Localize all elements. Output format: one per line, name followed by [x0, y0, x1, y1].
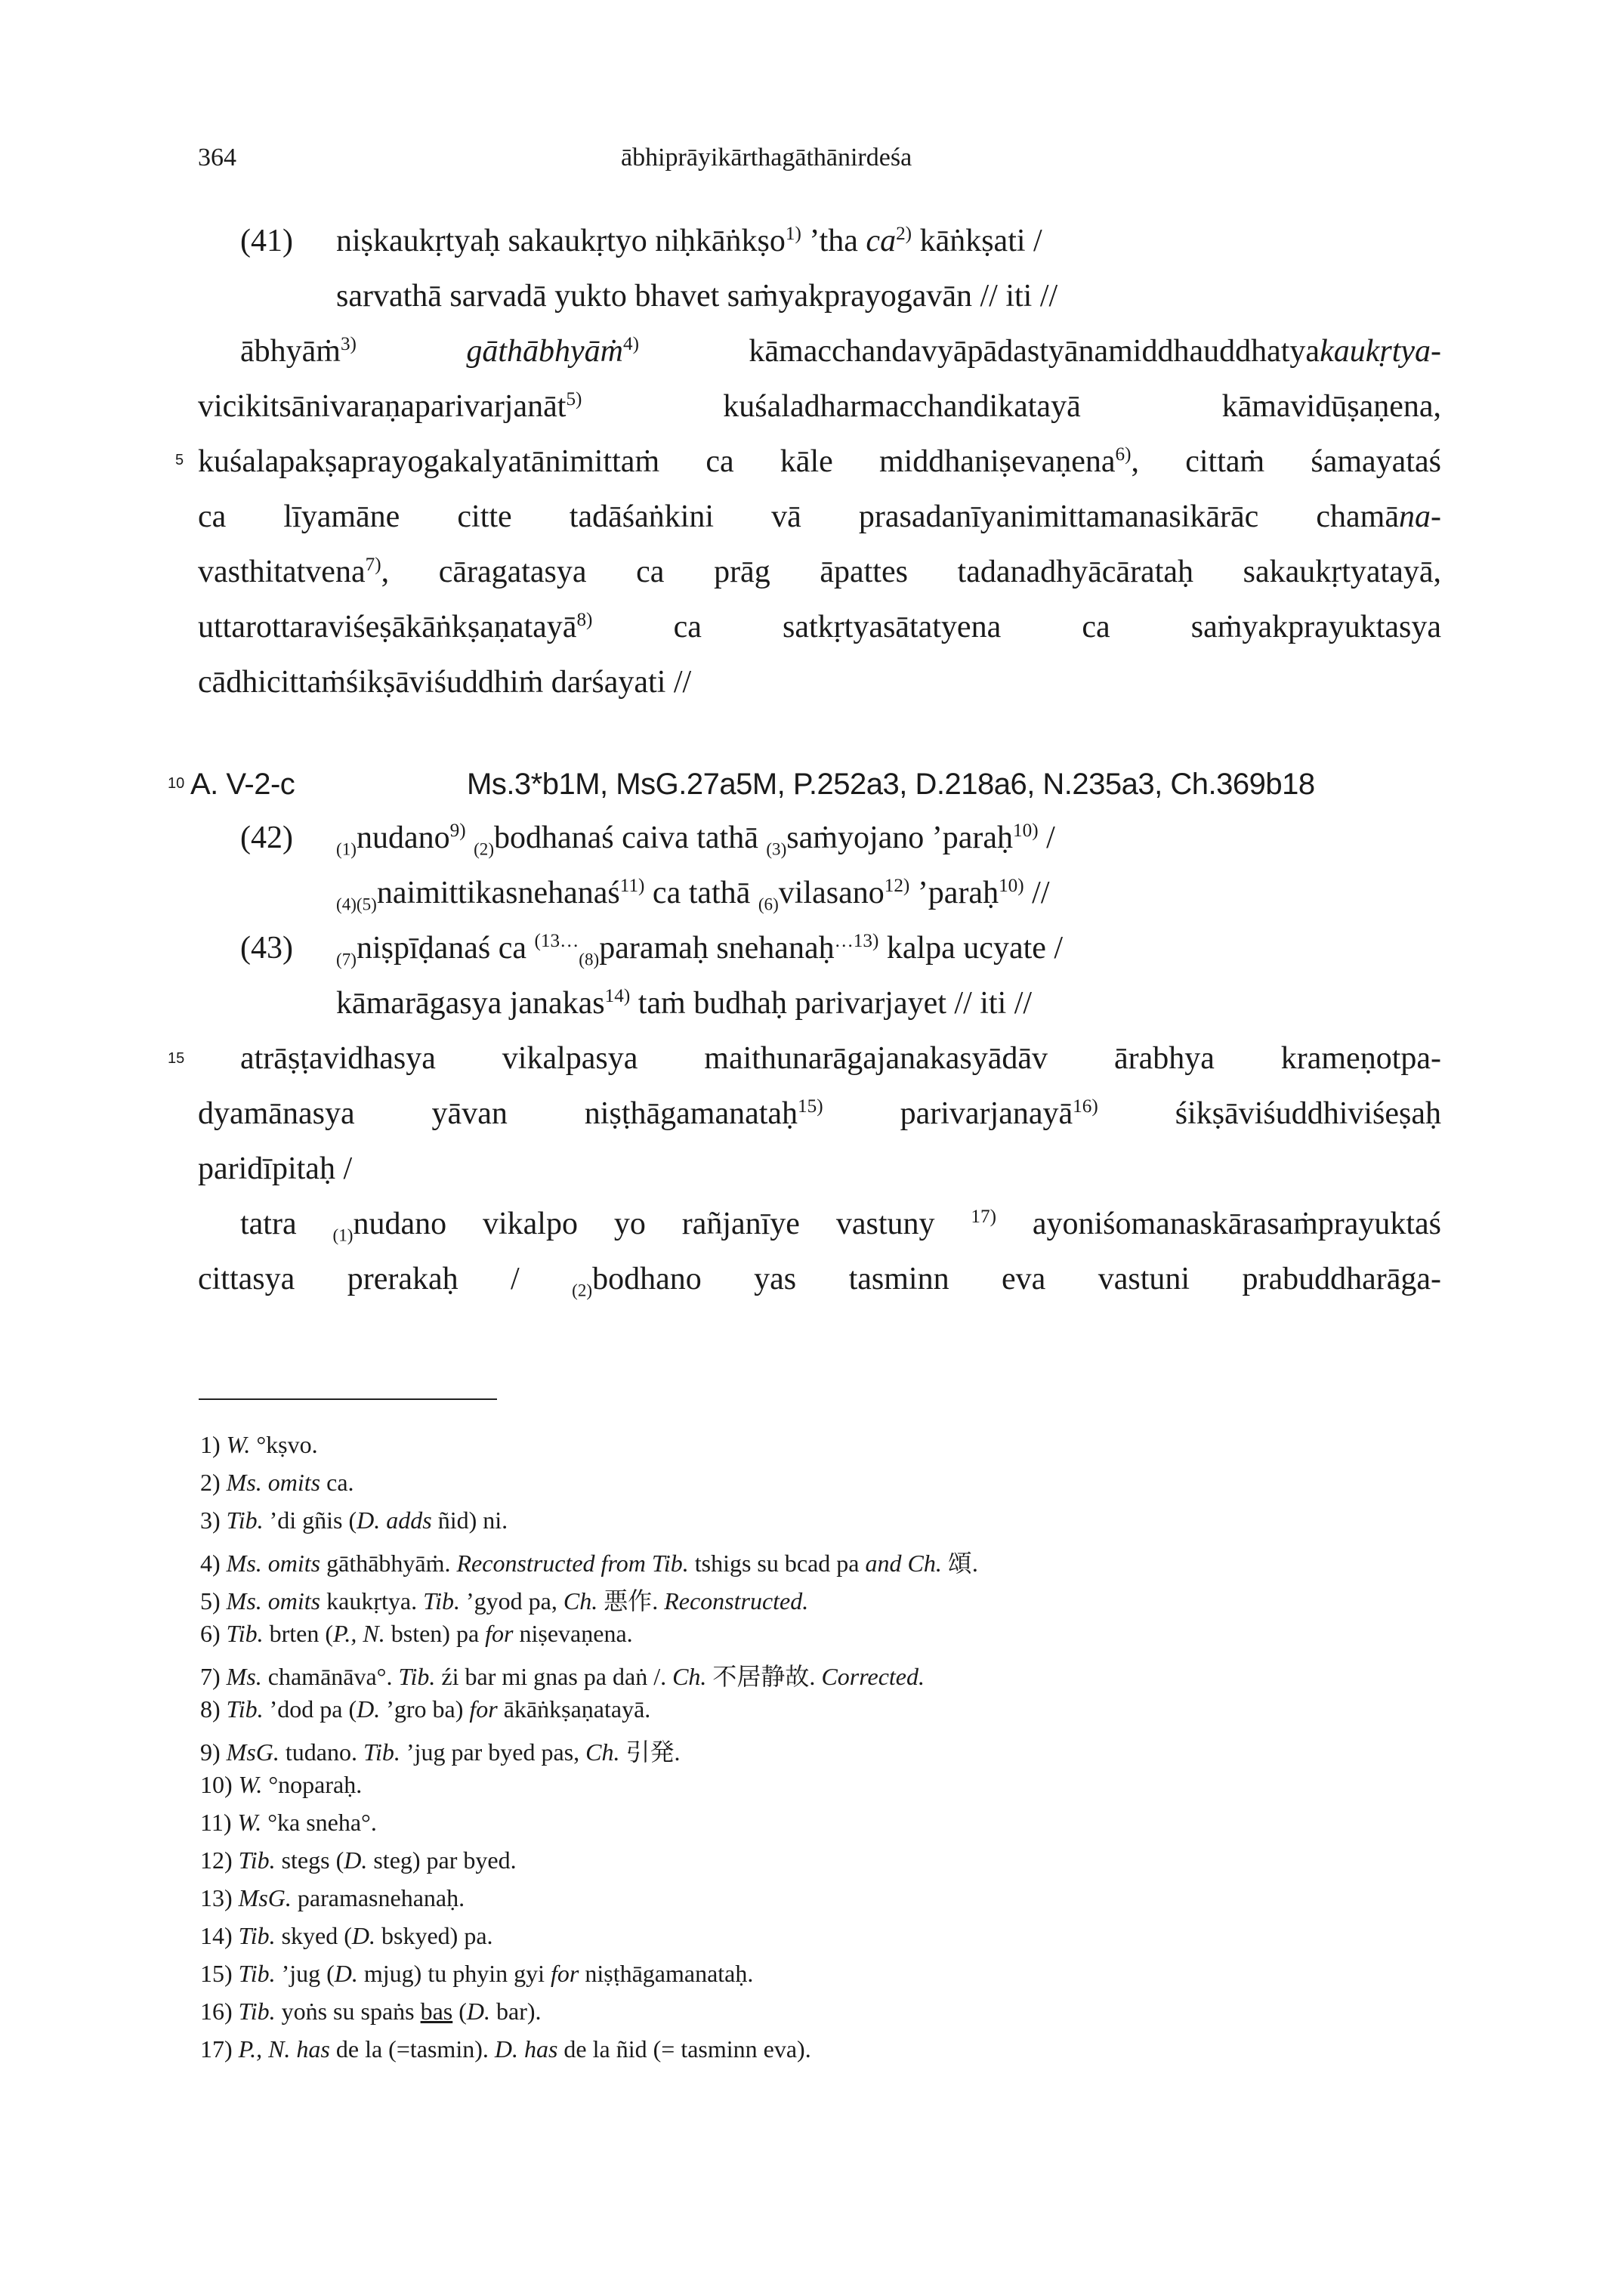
running-title: ābhiprāyikārthagāthānirdeśa: [621, 144, 912, 172]
para-1-line-3: kuśalapakṣaprayogakalyatānimittaṁ ca kāle middhaniṣevaṇena$^{6)}$, cittaṁ śamayataś: [198, 444, 1441, 479]
section-label: A. V-2-c: [190, 768, 295, 801]
verse-41-line-2: sarvathā sarvadā yukto bhavet saṁyakprayogavān // iti //: [336, 279, 1058, 314]
footnote-8: 8) Tib. ’dod pa (D. ’gro ba) for ākāṅkṣaṇatayā.: [200, 1695, 651, 1723]
line-number-5: 5: [175, 452, 184, 468]
para-2-line-3: paridīpitaḥ /: [198, 1151, 353, 1186]
footnote-5: 5) Ms. omits kaukṛtya. Tib. ’gyod pa, Ch. 悪作. Reconstructed.: [200, 1587, 809, 1615]
para-2-line-2: dyamānasya yāvan niṣṭhāgamanataḥ$^{15)}$ parivarjanayā$^{16)}$ śikṣāviśuddhiviśeṣaḥ: [198, 1096, 1442, 1131]
footnote-2: 2) Ms. omits ca.: [200, 1469, 354, 1496]
footnote-11: 11) W. °ka sneha°.: [200, 1809, 377, 1836]
footnote-12: 12) Tib. stegs (D. steg) par byed.: [200, 1846, 517, 1874]
footnote-1: 1) W. °kṣvo.: [200, 1431, 318, 1458]
footnote-3: 3) Tib. ’di gñis (D. adds ñid) ni.: [200, 1506, 508, 1534]
verse-43-line-2: kāmarāgasya janakas$^{14)}$ taṁ budhaḥ parivarjayet // iti //: [336, 986, 1033, 1021]
para-3-line-2: cittasya prerakaḥ / $_{(2)}$bodhano yas tasminn eva vastuni prabuddharāga-: [198, 1262, 1441, 1300]
footnote-9: 9) MsG. tudano. Tib. ’jug par byed pas, Ch. 引発.: [200, 1738, 681, 1766]
verse-43-line-1: $_{(7)}$niṣpīḍanaś ca $^{(13\dots}_{(8)}$paramaḥ snehanaḥ$^{\dots 13)}$ kalpa ucyate /: [336, 931, 1064, 969]
verse-41-number: (41): [240, 224, 293, 258]
para-1-line-6: uttarottaraviśeṣākāṅkṣaṇatayā$^{8)}$ ca satkṛtyasātatyena ca saṁyakprayuktasya: [198, 610, 1442, 644]
footnote-15: 15) Tib. ’jug (D. mjug) tu phyin gyi for niṣṭhāgamanataḥ.: [200, 1960, 754, 1987]
para-2-line-1: atrāṣṭavidhasya vikalpasya maithunarāgajanakasyādāv ārabhya krameṇotpa-: [240, 1041, 1441, 1076]
para-1-line-1: ābhyāṁ$^{3)}$ gāthābhyāṁ$^{4)}$ kāmacchandavyāpādastyānamiddhauddhatyakaukṛtya-: [240, 334, 1441, 369]
footnote-13: 13) MsG. paramasnehanaḥ.: [200, 1884, 465, 1911]
page-number: 364: [198, 144, 236, 172]
verse-41-line-1: niṣkaukṛtyaḥ sakaukṛtyo niḥkāṅkṣo$^{1)}$ ’tha $ca^{2)}$ kāṅkṣati /: [336, 224, 1042, 258]
footnote-rule: [199, 1398, 497, 1400]
para-1-line-5: vasthitatvena$^{7)}$, cāragatasya ca prāg āpattes tadanadhyācārataḥ sakaukṛtyatayā,: [198, 555, 1441, 589]
footnote-14: 14) Tib. skyed (D. bskyed) pa.: [200, 1922, 493, 1949]
verse-43-number: (43): [240, 931, 293, 966]
verse-42-line-1: $_{(1)}$nudano$^{9)}$ $_{(2)}$bodhanaś caiva tathā $_{(3)}$saṁyojano ’paraḥ$^{10)}$ /: [336, 820, 1055, 859]
line-number-15: 15: [168, 1050, 185, 1067]
verse-42-number: (42): [240, 820, 293, 855]
footnote-10: 10) W. °noparaḥ.: [200, 1771, 363, 1798]
para-1-line-7: cādhicittaṁśikṣāviśuddhiṁ darśayati //: [198, 665, 692, 700]
footnote-17: 17) P., N. has de la (=tasmin). D. has de la ñid (= tasminn eva).: [200, 2035, 811, 2063]
para-1-line-2: vicikitsānivaraṇaparivarjanāt$^{5)}$ kuśaladharmacchandikatayā kāmavidūṣaṇena,: [198, 389, 1441, 424]
footnote-4: 4) Ms. omits gāthābhyāṁ. Reconstructed from Tib. tshigs su bcad pa and Ch. 頌.: [200, 1550, 978, 1577]
line-number-10: 10: [168, 775, 185, 792]
footnote-6: 6) Tib. brten (P., N. bsten) pa for niṣevaṇena.: [200, 1620, 633, 1647]
para-3-line-1: tatra $_{(1)}$nudano vikalpo yo rañjanīye vastuny $^{17)}$ ayoniśomanaskārasaṁprayuktaś: [240, 1207, 1442, 1245]
para-1-line-4: ca līyamāne citte tadāśaṅkini vā prasadanīyanimittamanasikārāc chamāna-: [198, 499, 1441, 534]
verse-42-line-2: $_{(4)(5)}$naimittikasnehanaś$^{11)}$ ca tathā $_{(6)}$vilasano$^{12)}$ ’paraḥ$^{10)}$ //: [336, 876, 1050, 914]
footnote-7: 7) Ms. chamānāva°. Tib. źi bar mi gnas pa daṅ /. Ch. 不居静故. Corrected.: [200, 1663, 925, 1690]
footnote-16: 16) Tib. yoṅs su spaṅs bas (D. bar).: [200, 1998, 542, 2025]
section-refs: Ms.3*b1M, MsG.27a5M, P.252a3, D.218a6, N.235a3, Ch.369b18: [467, 768, 1315, 801]
